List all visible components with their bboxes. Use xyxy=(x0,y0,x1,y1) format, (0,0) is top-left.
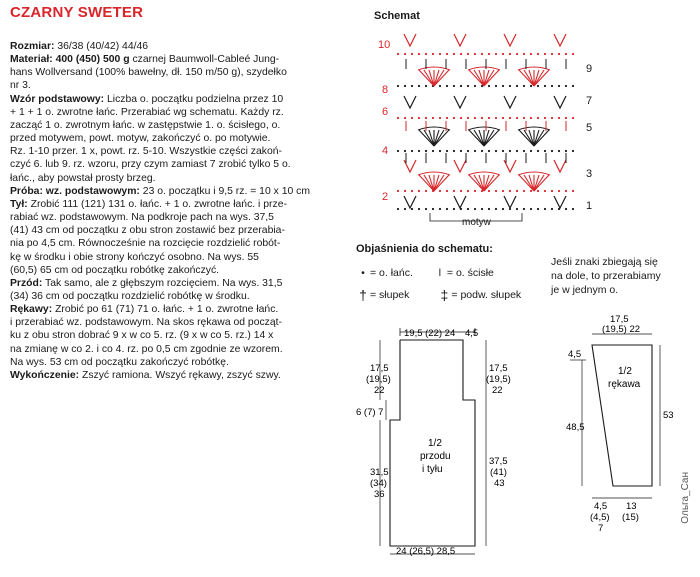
chain-dot xyxy=(565,208,567,210)
chain-dot xyxy=(404,85,406,87)
chain-dot xyxy=(495,208,497,210)
chain-dot xyxy=(551,117,553,119)
chain-dot xyxy=(537,53,539,55)
row-label-4: 4 xyxy=(382,145,389,157)
size-line: Rozmiar: 36/38 (40/42) 44/46 xyxy=(10,41,149,52)
chain-dot xyxy=(509,117,511,119)
chain-dot xyxy=(425,190,427,192)
fan-stitch xyxy=(524,175,534,191)
chain-dot xyxy=(467,53,469,55)
chain-dot xyxy=(530,190,532,192)
chain-dot xyxy=(481,150,483,152)
left-upper-2: (19,5) xyxy=(366,374,391,385)
chain-dot xyxy=(488,208,490,210)
chain-dot xyxy=(446,150,448,152)
chain-dot xyxy=(418,117,420,119)
crochet-chart xyxy=(370,26,600,236)
chain-dot xyxy=(418,208,420,210)
legend-title: Objaśnienia do schematu: xyxy=(356,243,493,255)
watermark: Ольга_Сан xyxy=(680,472,691,524)
chain-dot xyxy=(397,85,399,87)
right-upper-1: 17,5 xyxy=(489,363,508,374)
chain-dot xyxy=(467,190,469,192)
legend xyxy=(356,262,521,306)
front-line: (34) 36 cm od początku rozdzielić robótkę w środku. xyxy=(10,290,250,302)
row-label-9: 9 xyxy=(586,63,593,75)
chain-dot xyxy=(425,150,427,152)
chain-dot xyxy=(453,85,455,87)
row-label-8: 8 xyxy=(382,84,389,96)
sleeves-line: i przerabiać wz. podstawowym. Na skos rękawa od począt- xyxy=(10,317,282,329)
chain-dot xyxy=(425,117,427,119)
chain-dot xyxy=(530,85,532,87)
chain-dot xyxy=(572,150,574,152)
row-label-1: 1 xyxy=(586,200,593,212)
chain-dot xyxy=(558,117,560,119)
chain-dot xyxy=(544,190,546,192)
chain-dot xyxy=(565,85,567,87)
sleeves-line: Na wys. 53 cm od początku zakończyć robótkę. xyxy=(10,356,229,368)
fan-arc xyxy=(518,67,550,70)
fan-stitch xyxy=(424,175,434,191)
right-upper-3: 22 xyxy=(492,385,503,396)
material-line-2: hans Wollversand (100% bawełny, dł. 150 m/50 g), szydełko xyxy=(10,67,287,79)
chain-dot xyxy=(544,150,546,152)
chain-dot xyxy=(523,53,525,55)
v-stitch xyxy=(404,96,416,108)
chain-dot xyxy=(453,208,455,210)
chain-dot xyxy=(544,208,546,210)
back-line: nia po 4,5 cm. Równocześnie na rozcięcie rozdzielić robót- xyxy=(10,238,281,250)
chain-dot xyxy=(481,53,483,55)
single-crochet-symbol-icon: ǀ xyxy=(438,267,442,279)
right-lower-3: 43 xyxy=(494,478,505,489)
chain-dot xyxy=(530,53,532,55)
body-label-1: 1/2 xyxy=(428,438,442,449)
chain-dot xyxy=(453,150,455,152)
chain-dot xyxy=(460,85,462,87)
chain-dot xyxy=(397,208,399,210)
row-label-6: 6 xyxy=(382,106,389,118)
chain-symbol-icon: • xyxy=(361,267,365,279)
chain-dot xyxy=(509,190,511,192)
fan-arc xyxy=(418,127,450,130)
chain-dot xyxy=(537,208,539,210)
chain-dot xyxy=(439,85,441,87)
chain-dot xyxy=(551,190,553,192)
left-upper-3: 22 xyxy=(374,385,385,396)
chain-dot xyxy=(572,117,574,119)
sleeve-bottom-left-2: (4,5) xyxy=(590,512,610,523)
chain-dot xyxy=(432,53,434,55)
fan-stitch xyxy=(424,130,434,146)
back-line: rabiać wz. podstawowym. Na podkroje pach na wys. 37,5 xyxy=(10,212,274,224)
chain-dot xyxy=(439,117,441,119)
chain-dot xyxy=(572,190,574,192)
chain-dot xyxy=(502,53,504,55)
chain-dot xyxy=(432,150,434,152)
chain-dot xyxy=(502,117,504,119)
sleeve-height-left: 48,5 xyxy=(566,422,585,433)
chain-dot xyxy=(474,208,476,210)
chain-dot xyxy=(467,117,469,119)
row-label-3: 3 xyxy=(586,168,593,180)
sleeve-bottom-right-1: 13 xyxy=(626,501,637,512)
page-title: CZARNY SWETER xyxy=(10,4,144,21)
chain-dot xyxy=(551,208,553,210)
pattern-line: Rz. 1-10 przer. 1 x, powt. rz. 5-10. Wszystkie części zakoń- xyxy=(10,146,282,158)
chain-dot xyxy=(460,117,462,119)
sleeve-top-left: 4,5 xyxy=(568,349,582,360)
chain-dot xyxy=(411,190,413,192)
chain-dot xyxy=(551,53,553,55)
chain-dot xyxy=(453,190,455,192)
body-label-2: przodu xyxy=(420,451,451,462)
chain-dot xyxy=(495,190,497,192)
chain-dot xyxy=(481,117,483,119)
chain-dot xyxy=(488,85,490,87)
left-lower-3: 36 xyxy=(374,489,385,500)
chain-dot xyxy=(523,150,525,152)
chain-dot xyxy=(411,85,413,87)
chain-dot xyxy=(502,190,504,192)
chain-dot xyxy=(565,117,567,119)
chain-dot xyxy=(516,117,518,119)
pattern-line: zacząć 1 o. zwrotnym łańc. w zastępstwie 1. o. ścisłego, o. xyxy=(10,119,281,131)
v-stitch xyxy=(554,34,566,46)
left-lower-1: 31,5 xyxy=(370,467,389,478)
chain-dot xyxy=(537,190,539,192)
chain-dot xyxy=(397,150,399,152)
chain-dot xyxy=(411,117,413,119)
v-stitch xyxy=(554,196,566,208)
chain-dot xyxy=(544,85,546,87)
fan-arc xyxy=(468,172,500,175)
material-line: Materiał: 400 (450) 500 g czarnej Baumwoll-Cableé Jung- xyxy=(10,54,280,66)
chain-dot xyxy=(397,190,399,192)
back-line: (60,5) 65 cm od początku robótkę zakończyć. xyxy=(10,264,220,276)
v-stitch xyxy=(454,160,466,172)
pattern-line: czyć 6. lub 9. rz. wzoru, przy czym zamiast 7 zrobić tylko 5 o. xyxy=(10,159,291,171)
sleeve-bottom-left-1: 4,5 xyxy=(594,501,608,512)
chain-dot xyxy=(530,208,532,210)
chain-dot xyxy=(516,150,518,152)
gauge-line: Próba: wz. podstawowym: 23 o. początku i 9,5 rz. = 10 x 10 cm xyxy=(10,185,311,197)
chain-dot xyxy=(418,150,420,152)
chain-dot xyxy=(439,53,441,55)
fan-arc xyxy=(418,172,450,175)
left-lower-2: (34) xyxy=(370,478,387,489)
fan-stitch xyxy=(424,70,434,86)
fan-arc xyxy=(418,67,450,70)
chain-dot xyxy=(418,85,420,87)
sleeve-label-2: rękawa xyxy=(608,379,641,390)
legend-note: Jeśli znaki zbiegają się na dole, to przerabiamy je w jednym o. xyxy=(551,256,661,296)
chain-dot xyxy=(544,53,546,55)
sleeves-line: ku z obu stron dobrać 9 x w co 5. rz. (9 x w co 5. rz.) 14 x xyxy=(10,330,274,342)
body-pattern-diagram xyxy=(340,318,550,568)
chain-dot xyxy=(446,190,448,192)
v-stitch xyxy=(504,96,516,108)
chain-dot xyxy=(558,85,560,87)
chain-dot xyxy=(460,190,462,192)
chain-dot xyxy=(481,208,483,210)
chain-dot xyxy=(558,150,560,152)
fan-stitch xyxy=(474,130,484,146)
left-upper-1: 17,5 xyxy=(370,363,389,374)
chain-dot xyxy=(439,208,441,210)
chain-dot xyxy=(558,53,560,55)
chain-dot xyxy=(565,150,567,152)
material-line-3: nr 3. xyxy=(10,80,31,92)
top-right-label: 4,5 xyxy=(465,328,479,339)
motif-label: motyw xyxy=(462,217,491,228)
chain-dot xyxy=(530,150,532,152)
chain-dot xyxy=(530,117,532,119)
fan-stitch xyxy=(524,130,534,146)
fan-arc xyxy=(468,127,500,130)
sleeve-top-2: (19,5) 22 xyxy=(602,324,641,335)
fan-stitch xyxy=(524,70,534,86)
chain-dot xyxy=(488,117,490,119)
v-stitch xyxy=(504,196,516,208)
chain-dot xyxy=(523,208,525,210)
bottom-width-label: 24 (26,5) 28,5 xyxy=(396,546,456,557)
pattern-line: łańc., aby powstał prosty brzeg. xyxy=(10,172,156,184)
fan-stitch xyxy=(474,70,484,86)
sleeve-label-1: 1/2 xyxy=(618,366,632,377)
treble-crochet-symbol-icon: ‡ xyxy=(440,287,449,303)
chain-dot xyxy=(516,208,518,210)
sleeve-pattern-diagram xyxy=(556,308,686,538)
chain-dot xyxy=(474,85,476,87)
chain-dot xyxy=(502,150,504,152)
legend-row: • = o. łańc. ǀ = o. ścisłe xyxy=(356,262,521,284)
chain-dot xyxy=(523,85,525,87)
chain-dot xyxy=(474,117,476,119)
chain-dot xyxy=(439,150,441,152)
chain-dot xyxy=(404,208,406,210)
chain-dot xyxy=(467,150,469,152)
right-lower-2: (41) xyxy=(490,467,507,478)
chain-dot xyxy=(565,190,567,192)
chain-dot xyxy=(460,150,462,152)
row-label-10: 10 xyxy=(378,39,391,51)
schema-title: Schemat xyxy=(374,10,420,22)
chain-dot xyxy=(397,53,399,55)
chain-dot xyxy=(425,85,427,87)
chain-dot xyxy=(537,150,539,152)
v-stitch xyxy=(404,196,416,208)
v-stitch xyxy=(404,34,416,46)
row-label-5: 5 xyxy=(586,122,593,134)
chain-dot xyxy=(446,53,448,55)
finishing-line: Wykończenie: Zszyć ramiona. Wszyć rękawy, zszyć szwy. xyxy=(10,369,281,381)
pattern-heading: Wzór podstawowy: Liczba o. początku podzielna przez 10 xyxy=(10,93,284,105)
chain-dot xyxy=(418,53,420,55)
chain-dot xyxy=(523,190,525,192)
chain-dot xyxy=(432,208,434,210)
fan-arc xyxy=(468,67,500,70)
chain-dot xyxy=(516,53,518,55)
sleeve-bottom-right-2: (15) xyxy=(622,512,639,523)
chain-dot xyxy=(558,190,560,192)
v-stitch xyxy=(554,96,566,108)
chain-dot xyxy=(516,85,518,87)
fan-stitch xyxy=(474,175,484,191)
sleeve-top-1: 17,5 xyxy=(610,314,629,325)
chain-dot xyxy=(509,53,511,55)
fan-arc xyxy=(518,172,550,175)
top-width-label: 19,5 (22) 24 xyxy=(404,328,456,339)
chain-dot xyxy=(453,117,455,119)
sleeve-bottom-left-3: 7 xyxy=(598,523,604,534)
instructions-text xyxy=(10,40,340,382)
v-stitch xyxy=(554,160,566,172)
chain-dot xyxy=(404,150,406,152)
chain-dot xyxy=(439,190,441,192)
sleeve-height-right: 53 xyxy=(663,410,674,421)
chain-dot xyxy=(432,117,434,119)
chain-dot xyxy=(572,53,574,55)
v-stitch xyxy=(454,96,466,108)
chain-dot xyxy=(488,150,490,152)
chain-dot xyxy=(446,85,448,87)
chain-dot xyxy=(425,53,427,55)
back-line: kę w środku i obie strony kończyć osobno. Na wys. 55 xyxy=(10,251,259,263)
chain-dot xyxy=(572,85,574,87)
back-line: (41) 43 cm od początku z obu stron zostawić bez przerabia- xyxy=(10,225,285,237)
chain-dot xyxy=(537,117,539,119)
chain-dot xyxy=(404,117,406,119)
chain-dot xyxy=(551,85,553,87)
chain-dot xyxy=(460,53,462,55)
chain-dot xyxy=(411,208,413,210)
chain-dot xyxy=(495,85,497,87)
chain-dot xyxy=(495,117,497,119)
chain-dot xyxy=(404,53,406,55)
v-stitch xyxy=(454,34,466,46)
v-stitch xyxy=(504,34,516,46)
front-heading: Przód: Tak samo, ale z głębszym rozcięciem. Na wys. 31,5 xyxy=(10,277,283,289)
chain-dot xyxy=(453,53,455,55)
pattern-line: przed motywem, powt. motyw, zakończyć o. po motywie. xyxy=(10,133,271,145)
chain-dot xyxy=(495,150,497,152)
chain-dot xyxy=(474,190,476,192)
legend-row: † = słupek ‡ = podw. słupek xyxy=(356,284,521,306)
chain-dot xyxy=(544,117,546,119)
row-label-7: 7 xyxy=(586,95,593,107)
back-heading: Tył: Zrobić 111 (121) 131 o. łańc. + 1 o. zwrotne łańc. i prze- xyxy=(10,198,287,210)
chain-dot xyxy=(418,190,420,192)
chain-dot xyxy=(488,53,490,55)
chain-dot xyxy=(551,150,553,152)
chain-dot xyxy=(509,85,511,87)
right-lower-1: 37,5 xyxy=(489,456,508,467)
sleeves-heading: Rękawy: Zrobić po 61 (71) 71 o. łańc. + 1 o. zwrotne łańc. xyxy=(10,304,279,316)
chain-dot xyxy=(467,208,469,210)
chain-dot xyxy=(502,85,504,87)
double-crochet-symbol-icon: † xyxy=(359,287,367,303)
chain-dot xyxy=(397,117,399,119)
chain-dot xyxy=(495,53,497,55)
slit-label: 6 (7) 7 xyxy=(356,407,384,418)
v-stitch xyxy=(454,196,466,208)
chain-dot xyxy=(425,208,427,210)
chain-dot xyxy=(516,190,518,192)
chain-dot xyxy=(411,150,413,152)
chain-dot xyxy=(565,53,567,55)
chain-dot xyxy=(467,85,469,87)
chain-dot xyxy=(502,208,504,210)
fan-arc xyxy=(518,127,550,130)
row-label-2: 2 xyxy=(382,191,389,203)
chain-dot xyxy=(404,190,406,192)
chain-dot xyxy=(474,53,476,55)
chain-dot xyxy=(523,117,525,119)
right-upper-2: (19,5) xyxy=(486,374,511,385)
chain-dot xyxy=(446,117,448,119)
chain-dot xyxy=(446,208,448,210)
chain-dot xyxy=(474,150,476,152)
chain-dot xyxy=(488,190,490,192)
sleeves-line: na zmianę w co 2. i co 4. rz. po 0,5 cm zgodnie ze wzorem. xyxy=(10,343,283,355)
chain-dot xyxy=(537,85,539,87)
chain-dot xyxy=(411,53,413,55)
pattern-line: + 1 + 1 o. zwrotne łańc. Przerabiać wg schematu. Każdy rz. xyxy=(10,106,284,118)
chain-dot xyxy=(509,150,511,152)
chain-dot xyxy=(572,208,574,210)
body-label-3: i tyłu xyxy=(422,464,443,475)
